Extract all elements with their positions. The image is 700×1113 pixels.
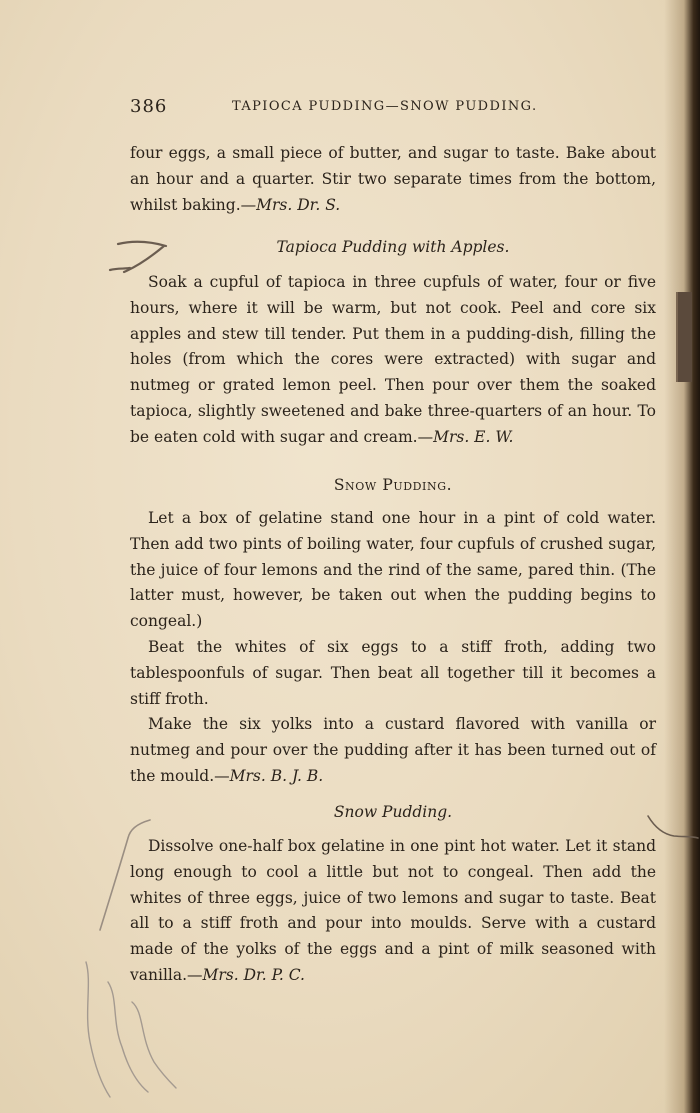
recipe-title-tapioca-apples: Tapioca Pudding with Apples. [276,238,510,256]
recipe2-signature: Mrs. B. J. B. [229,766,324,785]
recipe1-signature: Mrs. E. W. [433,427,514,446]
index-tab [676,292,692,382]
recipe3-signature: Mrs. Dr. P. C. [202,965,305,984]
running-head [130,96,660,120]
recipe2-paragraph-1: Let a box of gelatine stand one hour in a pint of cold water. Then add two pints of boiling water, four cupfuls of crushed sugar, the juice of four lemons and the rind of the same, pared thin. (The latter must, however, be taken out when the pudding begins to congeal.) [130,509,656,631]
recipe-title-snow-pudding-2: Snow Pudding. [333,803,453,821]
recipe-body-snow-pudding-2 [130,834,656,989]
recipe-title-snow-pudding-1: Snow Pudding. [333,476,453,494]
recipe1-text: Soak a cupful of tapioca in three cupfuls of water, four or five hours, where it will be warm, but not cook. Peel and core six apples and stew till tender. Put them in a pudding-dish, filling the holes (from which the cores were extracted) with sugar and nutmeg or grated lemon peel. Then pour over them the soaked tapioca, slightly sweetened and bake three-quarters of an hour. To be eaten cold with sugar and cream.— [130,273,656,446]
recipe-body-tapioca-apples [130,270,656,451]
recipe-body-snow-pudding-1 [130,506,656,790]
recipe2-paragraph-3: Make the six yolks into a custard flavored with vanilla or nutmeg and pour over the pudding after it has been turned out of the mould.— [130,715,656,785]
recipe2-paragraph-2: Beat the whites of six eggs to a stiff froth, adding two tablespoonfuls of sugar. Then beat all together till it becomes a stiff froth. [130,637,656,708]
running-title: TAPIOCA PUDDING—SNOW PUDDING. [232,99,538,114]
recipe3-text: Dissolve one-half box gelatine in one pint hot water. Let it stand long enough to cool a little but not to congeal. Then add the whites of three eggs, juice of two lemons and sugar to taste. Beat all to a stiff froth and pour into moulds. Serve with a custard made of the yolks of the eggs and a pint of milk seasoned with vanilla.— [130,837,656,984]
page-number: 386 [130,96,168,117]
intro-paragraph [130,141,656,218]
intro-text: four eggs, a small piece of butter, and sugar to taste. Bake about an hour and a quarter. Stir two separate times from the bottom, whilst baking.— [130,144,656,214]
page-gutter-shadow [664,0,700,1113]
intro-signature: Mrs. Dr. S. [256,195,341,214]
